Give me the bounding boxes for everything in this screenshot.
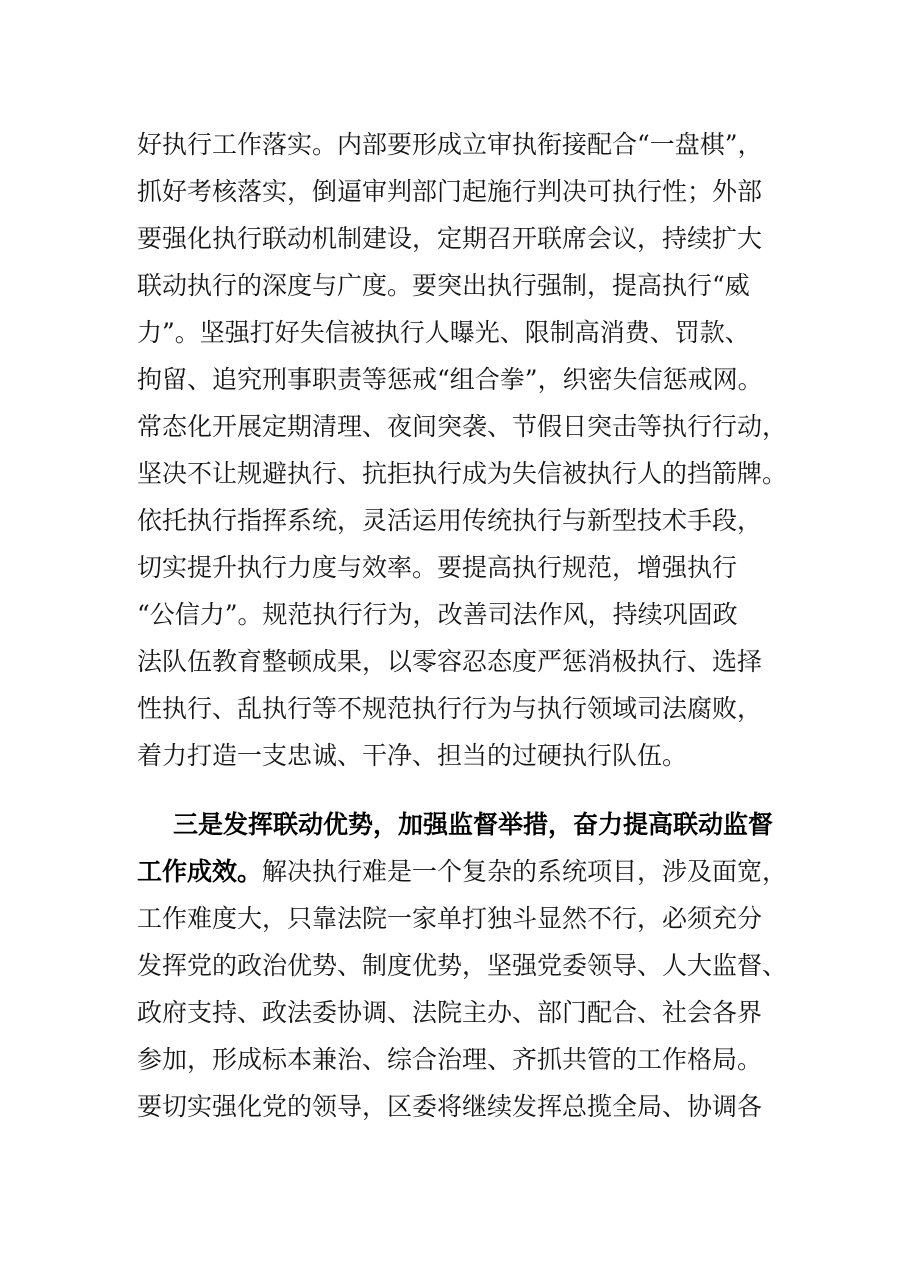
section-heading-line: [137, 801, 777, 848]
text-line: 要强化执行联动机制建设，定期召开联席会议，持续扩大: [137, 224, 763, 253]
text-line: 性执行、乱执行等不规范执行行为与执行领域司法腐败，: [137, 694, 763, 723]
paragraph-1: [137, 121, 788, 779]
text-line: 政府支持、政法委协调、法院主办、部门配合、社会各界: [137, 998, 763, 1027]
text-run: 解决执行难是一个复杂的系统项目，涉及面宽，: [262, 857, 788, 886]
text-line: 依托执行指挥系统，灵活运用传统执行与新型技术手段，: [137, 506, 763, 535]
text-line: “公信力”。规范执行行为，改善司法作风，持续巩固政: [137, 600, 738, 629]
text-line: 坚决不让规避执行、抗拒执行成为失信被执行人的挡箭牌。: [137, 459, 788, 488]
text-line: 切实提升执行力度与效率。要提高执行规范，增强执行: [137, 553, 738, 582]
text-line: 抓好考核落实，倒逼审判部门起施行判决可执行性；外部: [137, 177, 763, 206]
paragraph-2: [137, 801, 788, 1130]
text-line: 要切实强化党的领导，区委将继续发挥总揽全局、协调各: [137, 1092, 763, 1121]
text-line: 法队伍教育整顿成果，以零容忍态度严惩消极执行、选择: [137, 647, 763, 676]
text-line: 发挥党的政治优势、制度优势，坚强党委领导、人大监督、: [137, 951, 788, 980]
text-line: 好执行工作落实。内部要形成立审执衔接配合“一盘棋”，: [137, 130, 763, 159]
text-line: 力”。坚强打好失信被执行人曝光、限制高消费、罚款、: [137, 318, 750, 347]
text-line: 拘留、追究刑事职责等惩戒“组合拳”，织密失信惩戒网。: [137, 365, 763, 394]
text-line: 参加，形成标本兼治、综合治理、齐抓共管的工作格局。: [137, 1045, 763, 1074]
text-line: 工作难度大，只靠法院一家单打独斗显然不行，必须充分: [137, 904, 763, 933]
text-line: 联动执行的深度与广度。要突出执行强制，提高执行“威: [137, 271, 750, 300]
section-heading: 三是发挥联动优势，加强监督举措，奋力提高联动监督: [173, 810, 774, 839]
text-line: 着力打造一支忠诚、干净、担当的过硬执行队伍。: [137, 741, 688, 770]
text-line: 常态化开展定期清理、夜间突袭、节假日突击等执行行动，: [137, 412, 788, 441]
text-line: [137, 848, 788, 895]
section-heading-tail: 工作成效。: [137, 857, 263, 886]
